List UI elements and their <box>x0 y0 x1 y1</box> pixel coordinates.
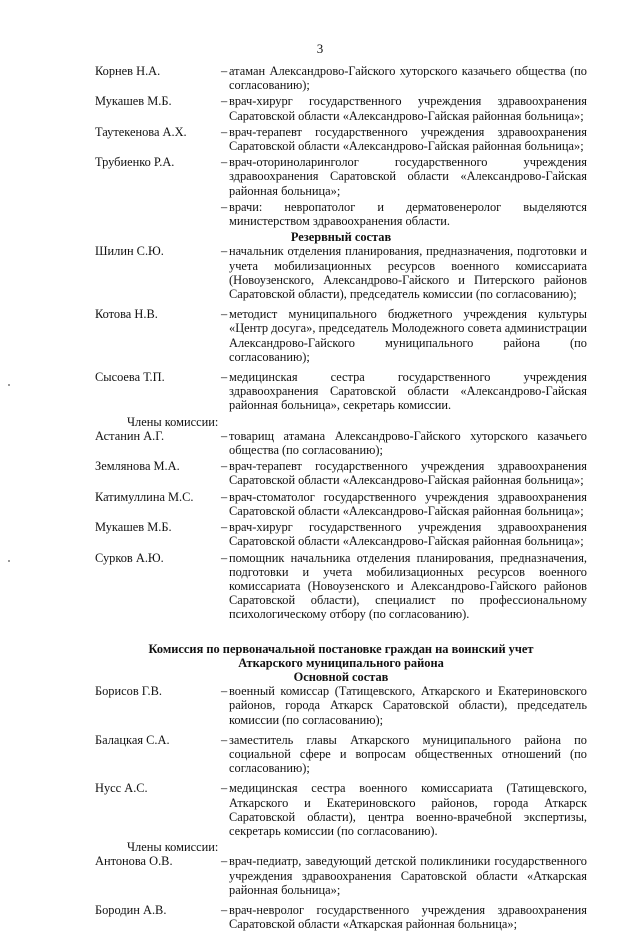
member-entry <box>95 459 587 487</box>
member-role: военный комиссар (Татищевского, Аткарского и Екатериновского районов, города Аткарск Саратовской области), председатель комиссии (по согласованию); <box>229 684 587 727</box>
commission-title: Комиссия по первоначальной постановке граждан на воинский учет <box>148 641 534 656</box>
member-role: врач-оториноларинголог государственного учреждения здравоохранения Саратовской области «Александрово-Гайская районная больница»; <box>229 155 587 198</box>
section-reserve <box>95 244 587 412</box>
member-entry <box>95 854 587 897</box>
dash: – <box>221 64 228 78</box>
member-role: врач-стоматолог государственного учреждения здравоохранения Саратовской области «Александрово-Гайская районная больница»; <box>229 489 587 518</box>
member-role: медицинская сестра военного комиссариата (Татищевского, Аткарского и Екатериновского районов, города Аткарск Саратовской области), центра военно-врачебной экспертизы, секретарь комиссии (по согласованию). <box>229 781 587 838</box>
member-role: начальник отделения планирования, предназначения, подготовки и учета мобилизационных ресурсов военного комиссариата (Новоузенского, Александрово-Гайского и Питерского районов Саратовской области), председатель комиссии (по согласованию); <box>229 244 587 302</box>
member-name <box>95 200 221 228</box>
dash: – <box>221 244 228 259</box>
dash: – <box>221 307 228 322</box>
dash: – <box>221 684 228 699</box>
members-label: Члены комиссии: <box>127 414 219 429</box>
page-number: 3 <box>316 41 324 56</box>
member-entry <box>95 551 587 622</box>
dash: – <box>221 155 228 170</box>
member-role: врач-хирург государственного учреждения здравоохранения Саратовской области «Александрово-Гайская районная больница»; <box>229 94 587 123</box>
member-name: Таутекенова А.Х. <box>95 124 187 139</box>
document-content <box>95 64 587 937</box>
dash: – <box>221 124 228 139</box>
member-name: Шилин С.Ю. <box>95 244 164 259</box>
section-gap <box>95 624 587 642</box>
member-role: врач-хирург государственного учреждения здравоохранения Саратовской области «Александрово-Гайская районная больница»; <box>229 520 587 549</box>
member-name: Землянова М.А. <box>95 459 180 474</box>
member-name: Корнев Н.А. <box>95 64 161 78</box>
member-role: врачи: невропатолог и дерматовенеролог выделяются министерством здравоохранения области. <box>229 199 587 229</box>
margin-mark <box>8 560 10 562</box>
dash: – <box>221 732 228 747</box>
section-main-members <box>95 854 587 931</box>
dash: – <box>221 520 228 535</box>
member-role: помощник начальника отделения планирования, предназначения, подготовки и учета мобилизационных ресурсов военного комиссариата (Новоузенского и Александрово-Гайского районов Саратовской области), специалист по профессиональному психологическому отбору (по согласованию). <box>229 550 587 622</box>
member-entry <box>95 125 587 153</box>
dash: – <box>221 370 228 385</box>
dash: – <box>221 854 228 869</box>
dash: – <box>221 428 228 443</box>
member-entry <box>95 200 587 228</box>
member-name: Котова Н.В. <box>95 307 158 322</box>
member-entry <box>95 155 587 198</box>
member-name: Балацкая С.А. <box>95 732 170 747</box>
commission-subtitle: Аткарского муниципального района <box>238 655 444 670</box>
member-entry <box>95 903 587 931</box>
member-name: Бородин А.В. <box>95 902 167 917</box>
member-entry <box>95 307 587 364</box>
member-role: врач-терапевт государственного учреждения здравоохранения Саратовской области «Александрово-Гайская районная больница»; <box>229 124 587 154</box>
section-reserve-members <box>95 429 587 622</box>
member-role: методист муниципального бюджетного учреждения культуры «Центр досуга», председатель Молодежного совета администрации Александрово-Гайского муниципального района (по согласованию); <box>229 307 587 364</box>
member-name: Астанин А.Г. <box>95 428 165 443</box>
dash: – <box>221 489 228 504</box>
member-entry <box>95 429 587 457</box>
dash: – <box>221 781 228 796</box>
member-name: Мукашев М.Б. <box>95 94 172 109</box>
member-role: врач-терапевт государственного учреждения здравоохранения Саратовской области «Александрово-Гайская районная больница»; <box>229 459 587 488</box>
dash: – <box>221 94 228 109</box>
member-entry <box>95 520 587 548</box>
member-name: Мукашев М.Б. <box>95 520 172 535</box>
member-role: товарищ атамана Александрово-Гайского хуторского казачьего общества (по согласованию); <box>229 428 587 458</box>
members-label: Члены комиссии: <box>127 840 219 855</box>
member-name: Катимуллина М.С. <box>95 489 194 504</box>
dash: – <box>221 199 228 214</box>
member-entry <box>95 64 587 92</box>
margin-mark <box>8 384 10 386</box>
section-main <box>95 684 587 838</box>
member-role: врач-педиатр, заведующий детской поликлиники государственного учреждения здравоохранения Саратовской области «Аткарская районная больница»; <box>229 854 587 897</box>
member-entry <box>95 490 587 518</box>
member-name: Трубиенко Р.А. <box>95 155 175 170</box>
member-role: заместитель главы Аткарского муниципального района по социальной сфере и вопросам общественных отношений (по согласованию); <box>229 732 587 776</box>
dash: – <box>221 550 228 565</box>
member-name: Нусс А.С. <box>95 781 148 796</box>
member-entry <box>95 370 587 413</box>
member-name: Сысоева Т.П. <box>95 370 165 385</box>
member-name: Борисов Г.В. <box>95 684 163 699</box>
section-main-members-cont <box>95 64 587 228</box>
member-role: атаман Александрово-Гайского хуторского казачьего общества (по согласованию); <box>229 64 587 93</box>
dash: – <box>221 459 228 474</box>
member-entry <box>95 684 587 727</box>
member-role: медицинская сестра государственного учреждения здравоохранения Саратовской области «Александрово-Гайская районная больница», секретарь комиссии. <box>229 370 587 413</box>
member-role: врач-невролог государственного учреждения здравоохранения Саратовской области «Аткарская районная больница»; <box>229 902 587 932</box>
member-entry <box>95 733 587 776</box>
dash: – <box>221 902 228 917</box>
main-heading: Основной состав <box>293 669 389 684</box>
member-name: Антонова О.В. <box>95 854 173 869</box>
reserve-heading: Резервный состав <box>290 230 392 245</box>
member-entry <box>95 781 587 838</box>
member-entry <box>95 94 587 122</box>
member-entry <box>95 244 587 301</box>
member-name: Сурков А.Ю. <box>95 550 164 565</box>
